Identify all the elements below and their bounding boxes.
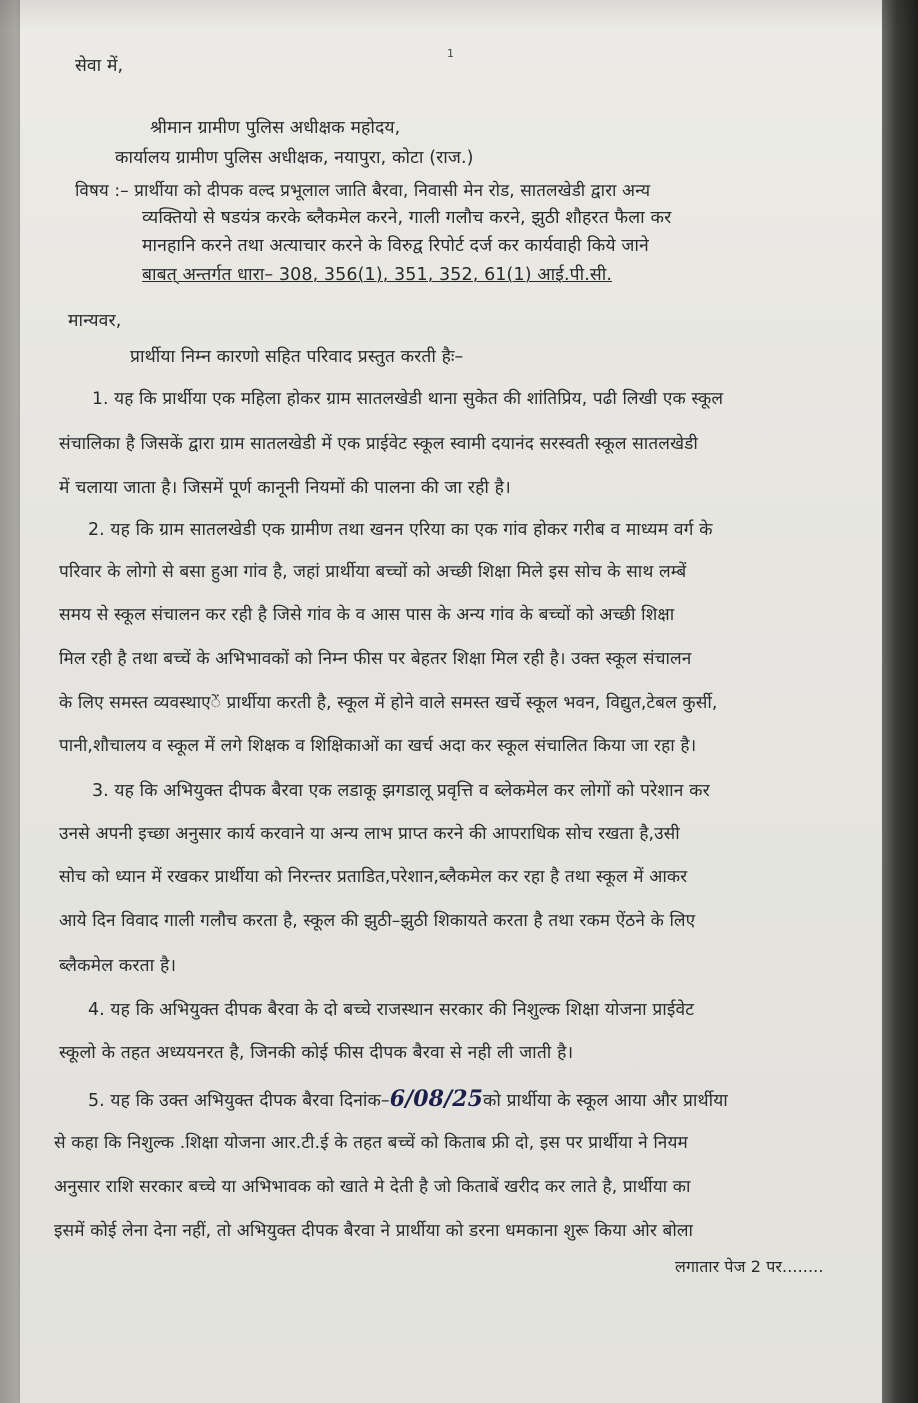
page-edge-shadow — [882, 0, 918, 1403]
para2-line6: पानी,शौचालय व स्कूल में लगे शिक्षक व शिक्षिकाओं का खर्च अदा कर स्कूल संचालित किया जा रहा है। — [59, 736, 697, 756]
para5-line3: अनुसार राशि सरकार बच्चे या अभिभावक को खाते मे देती है जो किताबें खरीद कर लाते है, प्रार्थीया का — [54, 1177, 691, 1197]
para3-line3: सोच को ध्यान में रखकर प्रार्थीया को निरन्तर प्रताडित,परेशान,ब्लैकमेल कर रहा है तथा स्कूल में आकर — [59, 867, 688, 887]
addressee-line1: श्रीमान ग्रामीण पुलिस अधीक्षक महोदय, — [150, 118, 401, 138]
para2-line3: समय से स्कूल संचालन कर रही है जिसे गांव के व आस पास के अन्य गांव के बच्चों को अच्छी शिक्षा — [59, 605, 675, 625]
document-page — [20, 0, 882, 1403]
subject-line1: विषय :– प्रार्थीया को दीपक वल्द प्रभूलाल जाति बैरवा, निवासी मेन रोड, सातलखेडी द्वारा अन्य — [75, 181, 651, 201]
handwritten-date: 6/08/25 — [389, 1086, 484, 1112]
intro: प्रार्थीया निम्न कारणो सहित परिवाद प्रस्तुत करती हैः– — [130, 347, 464, 367]
para5-line1 — [88, 1088, 728, 1112]
continued-note: लगातार पेज 2 पर........ — [675, 1257, 824, 1276]
para1-line2: संचालिका है जिसकें द्वारा ग्राम सातलखेडी में एक प्राईवेट स्कूल स्वामी दयानंद सरस्वती स्कूल सातलखेडी — [59, 434, 698, 454]
para4-line2: स्कूलो के तहत अध्ययनरत है, जिनकी कोई फीस दीपक बैरवा से नही ली जाती है। — [59, 1043, 574, 1063]
para2-line5: के लिए समस्त व्यवस्थाएें प्रार्थीया करती है, स्कूल में होने वाले समस्त खर्चे स्कूल भवन, विद्युत,टेबल कुर्सी, — [59, 693, 718, 713]
subject-line3: मानहानि करने तथा अत्याचार करने के विरुद्व रिपोर्ट दर्ज कर कार्यवाही किये जाने — [142, 236, 649, 256]
para3-line5: ब्लैकमेल करता है। — [59, 956, 177, 976]
salutation-to: सेवा में, — [75, 56, 124, 76]
para5-line2: से कहा कि निशुल्क .शिक्षा योजना आर.टी.ई के तहत बच्चें को किताब फ्री दो, इस पर प्रार्थीया ने नियम — [54, 1133, 688, 1153]
subject-line4: बाबत् अन्तर्गत धारा– 308, 356(1), 351, 352, 61(1) आई.पी.सी. — [142, 265, 612, 285]
addressee-line2: कार्यालय ग्रामीण पुलिस अधीक्षक, नयापुरा, कोटा (राज.) — [115, 148, 474, 168]
para3-line1: 3. यह कि अभियुक्त दीपक बैरवा एक लडाकू झगडालू प्रवृत्ति व ब्लेकमेल कर लोगों को परेशान कर — [92, 781, 710, 801]
para5-line1-tail: को प्रार्थीया के स्कूल आया और प्रार्थीया — [483, 1091, 728, 1111]
para3-line2: उनसे अपनी इच्छा अनुसार कार्य करवाने या अन्य लाभ प्राप्त करने की आपराधिक सोच रखता है,उसी — [59, 824, 680, 844]
para5-line1-lead: 5. यह कि उक्त अभियुक्त दीपक बैरवा दिनांक– — [88, 1091, 390, 1111]
para4-line1: 4. यह कि अभियुक्त दीपक बैरवा के दो बच्चे राजस्थान सरकार की निशुल्क शिक्षा योजना प्राईवेट — [88, 1000, 695, 1020]
para5-line4: इसमें कोई लेना देना नहीं, तो अभियुक्त दीपक बैरवा ने प्रार्थीया को डरना धमकाना शुरू किया ओर बोला — [54, 1221, 694, 1241]
para2-line4: मिल रही है तथा बच्चें के अभिभावकों को निम्न फीस पर बेहतर शिक्षा मिल रही है। उक्त स्कूल संचालन — [59, 649, 692, 669]
para3-line4: आये दिन विवाद गाली गलौच करता है, स्कूल की झुठी–झुठी शिकायते करता है तथा रकम ऐंठने के लिए — [59, 911, 696, 931]
subject-line2: व्यक्तियो से षडयंत्र करके ब्लैकमेल करने, गाली गलौच करने, झुठी शौहरत फैला कर — [142, 208, 672, 228]
greeting: मान्यवर, — [68, 311, 122, 331]
para2-line2: परिवार के लोगो से बसा हुआ गांव है, जहां प्रार्थीया बच्चों को अच्छी शिक्षा मिले इस सोच के साथ लम्बें — [59, 562, 687, 582]
para1-line1: 1. यह कि प्रार्थीया एक महिला होकर ग्राम सातलखेडी थाना सुकेत की शांतिप्रिय, पढी लिखी एक स्कूल — [92, 389, 724, 409]
page-marker: 1 — [447, 47, 454, 60]
para2-line1: 2. यह कि ग्राम सातलखेडी एक ग्रामीण तथा खनन एरिया का एक गांव होकर गरीब व माध्यम वर्ग के — [88, 520, 713, 540]
para1-line3: में चलाया जाता है। जिसमें पूर्ण कानूनी नियमों की पालना की जा रही है। — [59, 478, 511, 498]
